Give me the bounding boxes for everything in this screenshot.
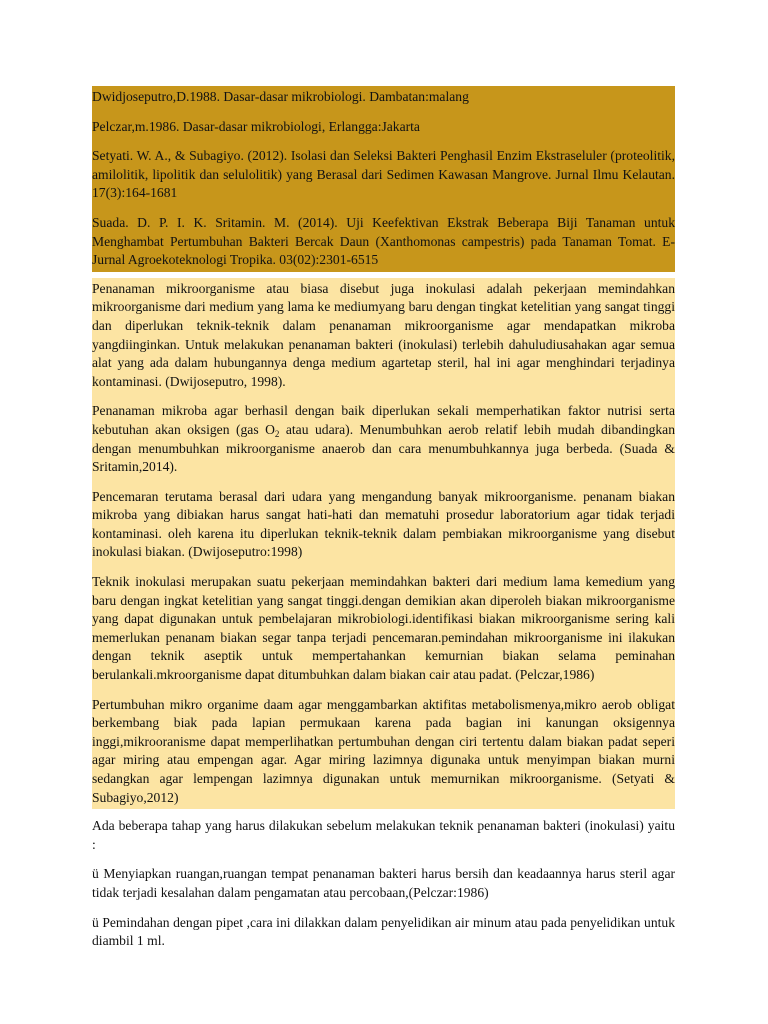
body-paragraph: Pencemaran terutama berasal dari udara yang mengandung banyak mikroorganisme. penanam biakan mikroba yang dibiakan harus sangat hati-hati dan mematuhi prosedur laboratorium agar tidak terjadi kontaminasi. oleh karena itu diperlukan teknik-teknik dalam pembiakan mikroorganisme yang disebut inokulasi biakan. (Dwijoseputro:1998) [92, 488, 675, 560]
document-content [92, 86, 675, 962]
body-paragraph-oxygen [92, 402, 675, 476]
oxygen-subscript: 2 [274, 428, 280, 439]
body-paragraph: Penanaman mikroorganisme atau biasa disebut juga inokulasi adalah pekerjaan memindahkan mikroorganisme dari medium yang lama ke mediumyang baru dengan tingkat ketelitian yang sangat tinggi dan diperlukan teknik-teknik dalam penanaman mikroorganisme agar mendapatkan mikroba yangdiinginkan. Untuk melakukan penanaman bakteri (inokulasi) terlebih dahuludiusahakan agar semua alat yang ada dalam hubungannya denga medium agartetap steril, hal ini agar menghindari terjadinya kontaminasi. (Dwijoseputro, 1998). [92, 280, 675, 389]
body-paragraph: Teknik inokulasi merupakan suatu pekerjaan memindahkan bakteri dari medium lama kemedium yang baru dengan ingkat ketelitian yang sangat tinggi.dengan demikian akan diperoleh biakan mikroorganisme yang dapat digunakan untuk pembelajaran mikrobiologi.identifikasi biakan mikroorganisme sering kali memerlukan penanam biakan segar tanpa terjadi pencemaran.pemindahan mikroorganisme ini ilakukan dengan teknik aseptik untuk mempertahankan kemurnian biakan selama peminahan berulankali.mkroorganisme dapat ditumbuhkan dalam biakan cair atau padat. (Pelczar,1986) [92, 574, 675, 683]
body-paragraph: Pertumbuhan mikro organime daam agar menggambarkan aktifitas metabolismenya,mikro aerob obligat berkembang biak pada lapian permukaan karena pada bagian ini kanungan oksigennya inggi,mikrooranisme dapat memperlihatkan pertumbuhan dengan ciri tertentu dalam biakan padat seperi agar miring atau empengan agar. Agar miring lazimnya digunaka untuk menyimpan biakan murni sedangkan agar lempengan lazimnya digunakan untuk memurnikan mikroorganisme. (Setyati & Subagiyo,2012) [92, 696, 675, 805]
reference-item: Pelczar,m.1986. Dasar-dasar mikrobiologi, Erlangga:Jakarta [92, 118, 420, 134]
reference-item: Dwidjoseputro,D.1988. Dasar-dasar mikrobiologi. Dambatan:malang [92, 89, 469, 104]
reference-item: Setyati. W. A., & Subagiyo. (2012). Isolasi dan Seleksi Bakteri Penghasil Enzim Ekstraseluler (proteolitik, amilolitik, lipolitik dan selulolitik) yang Berasal dari Sedimen Kawasan Mangrove. Jurnal Ilmu Kelautan. 17(3):164-1681 [92, 148, 675, 201]
step-item: ü Pemindahan dengan pipet ,cara ini dilakkan dalam penyelidikan air minum atau pada penyelidikan untuk diambil 1 ml. [92, 914, 675, 949]
step-item: ü Menyiapkan ruangan,ruangan tempat penanaman bakteri harus bersih dan keadaannya harus steril agar tidak terjadi kesalahan dalam pengamatan atau percobaan,(Pelczar:1986) [92, 866, 675, 900]
references-block [92, 86, 675, 272]
intro-paragraph: Ada beberapa tahap yang harus dilakukan sebelum melakukan teknik penanaman bakteri (inokulasi) yaitu : [92, 818, 675, 852]
oxygen-text-after: atau udara). Menumbuhkan aerob relatif lebih mudah dibandingkan dengan menumbuhkan mikroorganisme anaerob dan cara menumbuhkannya juga berbeda. (Suada & Sritamin,2014). [92, 421, 675, 475]
plain-body-block [92, 817, 675, 951]
reference-item: Suada. D. P. I. K. Sritamin. M. (2014). Uji Keefektivan Ekstrak Beberapa Biji Tanaman untuk Menghambat Pertumbuhan Bakteri Bercak Daun (Xanthomonas campestris) pada Tanaman Tomat. E-Jurnal Agroekoteknologi Tropika. 03(02):2301-6515 [92, 214, 675, 268]
oxygen-text-before: Penanaman mikroba agar berhasil dengan baik diperlukan sekali memperhatikan faktor nutrisi serta kebutuhan akan oksigen (gas O [92, 403, 675, 437]
highlighted-body-block [92, 278, 675, 809]
